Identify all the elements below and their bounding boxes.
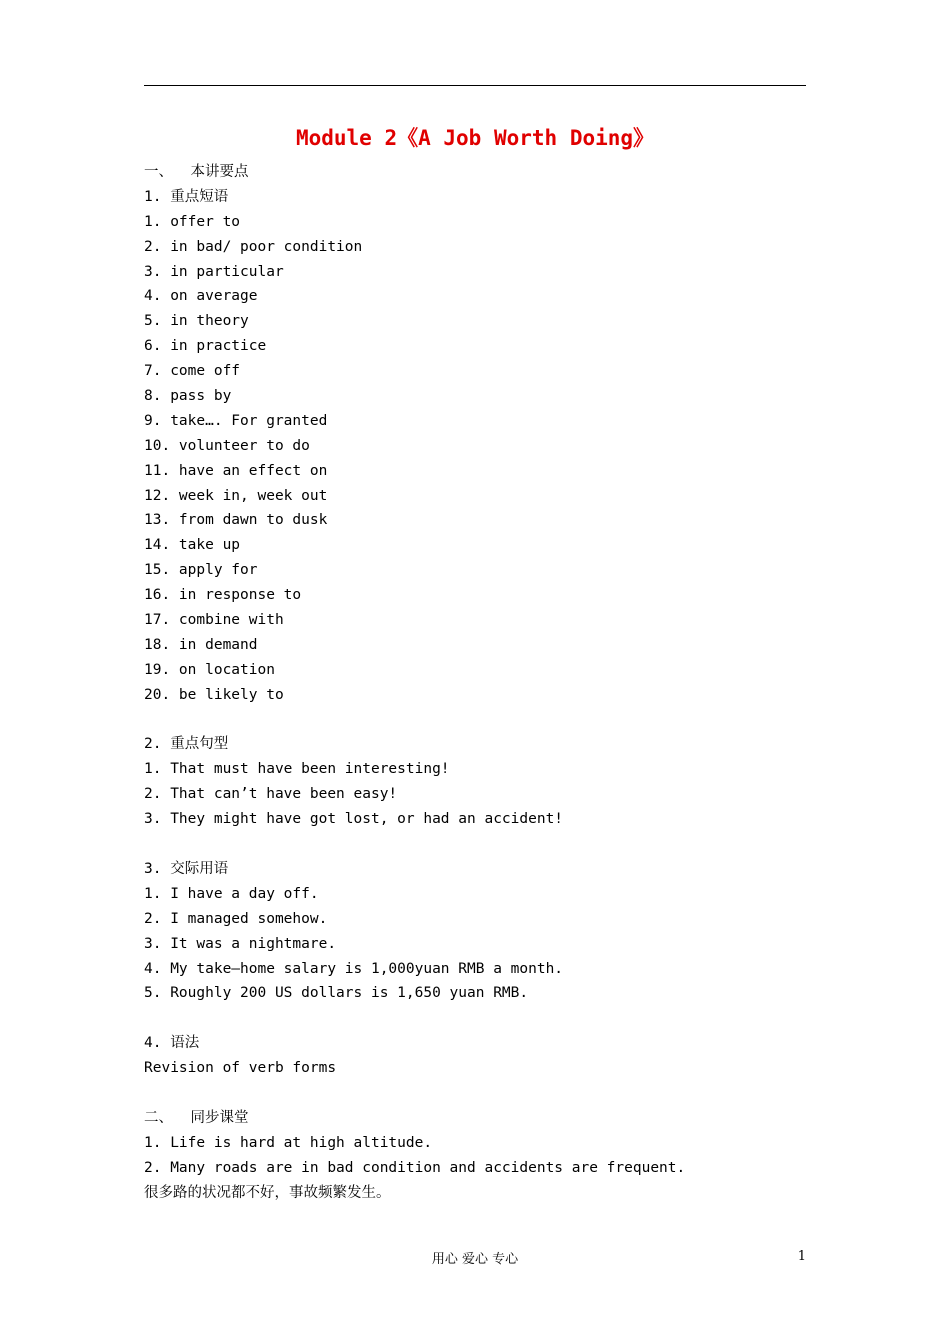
blank-line <box>144 1006 824 1031</box>
blank-line <box>144 708 824 733</box>
document-body <box>144 160 824 1205</box>
text-line: 4. on average <box>144 288 258 305</box>
text-line: 18. in demand <box>144 636 258 653</box>
text-line: 20. be likely to <box>144 686 284 703</box>
text-line: 二、 同步课堂 <box>144 1109 249 1126</box>
text-line: 1. That must have been interesting! <box>144 761 450 778</box>
text-line: 5. in theory <box>144 313 249 330</box>
text-line: 6. in practice <box>144 338 267 355</box>
text-line: 3. 交际用语 <box>144 860 229 877</box>
text-line: 17. combine with <box>144 612 284 629</box>
text-line: 2. 重点句型 <box>144 736 229 753</box>
page-number: 1 <box>797 1249 806 1264</box>
text-line: 9. take…. For granted <box>144 412 328 429</box>
page-footer: 用心 爱心 专心 <box>431 1252 519 1267</box>
text-line: 4. 语法 <box>144 1035 200 1052</box>
text-line: 13. from dawn to dusk <box>144 512 328 529</box>
text-line: 12. week in, week out <box>144 487 328 504</box>
text-line: 16. in response to <box>144 587 302 604</box>
text-line: 4. My take—home salary is 1,000yuan RMB a month. <box>144 960 564 977</box>
blank-line <box>144 1081 824 1106</box>
text-line: 1. offer to <box>144 213 241 230</box>
text-line: 2. Many roads are in bad condition and accidents are frequent. <box>144 1159 686 1176</box>
text-line: 2. I managed somehow. <box>144 910 328 927</box>
text-line: 7. come off <box>144 363 241 380</box>
text-line: 3. in particular <box>144 263 284 280</box>
document-title: Module 2《A Job Worth Doing》 <box>295 126 655 150</box>
text-line: 2. That can’t have been easy! <box>144 786 398 803</box>
text-line: 3. They might have got lost, or had an accident! <box>144 811 564 828</box>
text-line: 1. I have a day off. <box>144 885 319 902</box>
text-line: 15. apply for <box>144 562 258 579</box>
text-line: 10. volunteer to do <box>144 437 310 454</box>
text-line: 一、 本讲要点 <box>144 164 249 180</box>
text-line: 1. Life is hard at high altitude. <box>144 1134 433 1151</box>
text-line: 2. in bad/ poor condition <box>144 238 363 255</box>
text-line: 14. take up <box>144 537 241 554</box>
text-line: 5. Roughly 200 US dollars is 1,650 yuan RMB. <box>144 985 529 1002</box>
header-rule <box>144 85 806 86</box>
text-line: 19. on location <box>144 661 275 678</box>
text-line: 1. 重点短语 <box>144 188 229 205</box>
text-line: 8. pass by <box>144 388 232 405</box>
text-line: 3. It was a nightmare. <box>144 935 337 952</box>
text-line: 很多路的状况都不好，事故频繁发生。 <box>144 1184 391 1201</box>
text-line: Revision of verb forms <box>144 1060 337 1077</box>
text-line: 11. have an effect on <box>144 462 328 479</box>
blank-line <box>144 832 824 857</box>
